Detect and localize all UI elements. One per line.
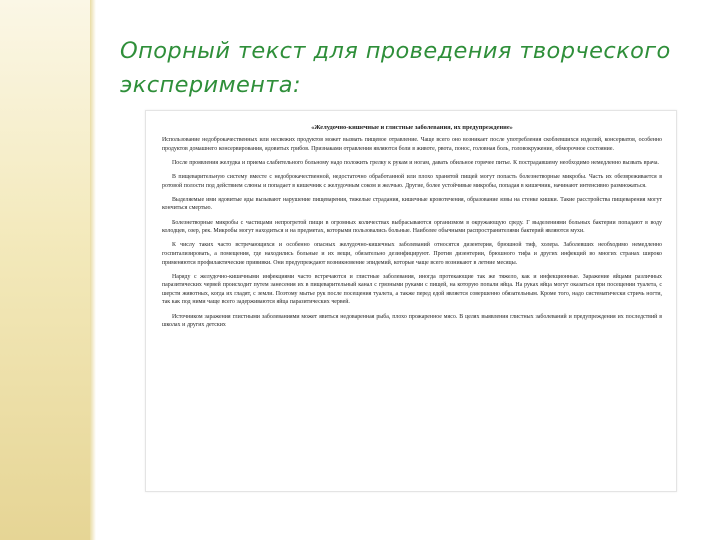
document-paragraph: Наряду с желудочно-кишечными инфекциями часто встречаются и глистные заболевания, иногда протекающие так же тяжело, как и инфекционные. Заражение яйцами различных паразитических червей происходит путем занесения их в пищеварительный канал с грязными руками с пищей, на которую попали яйца. На руках яйца могут оказаться при посещении туалета, с шерсти животных, когда их гладят, с земли. Поэтому мытье рук после посещения туалета, а также перед едой является совершенно обязательным. Кроме того, надо систематически стричь ногти, так как под ними чаще всего задерживаются яйца паразитических червей. xyxy=(162,273,662,306)
left-decorative-bar xyxy=(0,0,96,540)
left-bar-edge xyxy=(90,0,96,540)
document-heading: «Желудочно-кишечные и глистные заболевания, их предупреждение» xyxy=(311,124,513,131)
document-paragraph: К числу таких часто встречающихся и особенно опасных желудочно-кишечных заболеваний относятся дизентерия, брюшной тиф, холера. Заболевших необходимо немедленно госпитализировать, а помещения, где находились больные и их вещи, обязательно дезинфицируют. Против дизентерии, брюшного тифа и других инфекций во многих странах широко применяются профилактические прививки. Они предупреждают возникновение эпидемий, которые чаще всего возникают в летние месяцы. xyxy=(162,242,662,266)
slide-title: Опорный текст для проведения творческого эксперимента: xyxy=(120,38,671,98)
document-body xyxy=(162,123,662,335)
document-paragraph: Использование недоброкачественных или несвежих продуктов может вызвать пищевое отравление. Чаще всего оно возникает после употребления скоблевшихся изделий, консерватов, особенно продуктов домашнего консервирования, ядовитых грибов. Признаками отравления являются боли в животе, рвота, понос, головная боль, головокружение, обморочное состояние. xyxy=(162,137,662,152)
document-paragraph: После проявления желудка и приема слабительного больному надо положить грелку к рукам и ногам, давать обильное горячее питье. К пострадавшему необходимо немедленно вызвать врача. xyxy=(172,159,659,166)
document-scan xyxy=(145,110,677,492)
document-paragraph: Болезнетворные микробы с частицами непрогретой пищи в огромных количествах выбрасываются организмом в окружающую среду. Г выделениями больных бактерии попадают в воду колодцев, озер, рек. Микробы могут находиться и на предметах, которыми пользовались больные. Наиболее обычными распространителями бактерий являются мухи. xyxy=(162,219,662,235)
document-paragraph: В пищеварительную систему вместе с недоброкачественной, недостаточно обработанной или плохо хранятой пищей могут попасть болезнетворные микробы. Часть их обезвреживается в ротовой полости под действием слюны и попадает в кишечник с желудочным соком и желчью. Другие, более устойчивые микробы, попадая в кишечник, начинают интенсивно размножаться. xyxy=(162,173,662,189)
document-paragraph: Выделяемые ими ядовитые яды вызывают нарушение пищеварения, тяжелые страдания, кишечные кровотечения, образование язвы на стенке кишки. Такие расстройства пищеварения могут кончиться смертью. xyxy=(162,196,662,212)
document-paragraph: Источником заражения глистными заболеваниями может явиться недоваренная рыба, плохо прожаренное мясо. В целях выявления глистных заболеваний и предупреждения их последствий в школах и других детских xyxy=(162,313,662,329)
